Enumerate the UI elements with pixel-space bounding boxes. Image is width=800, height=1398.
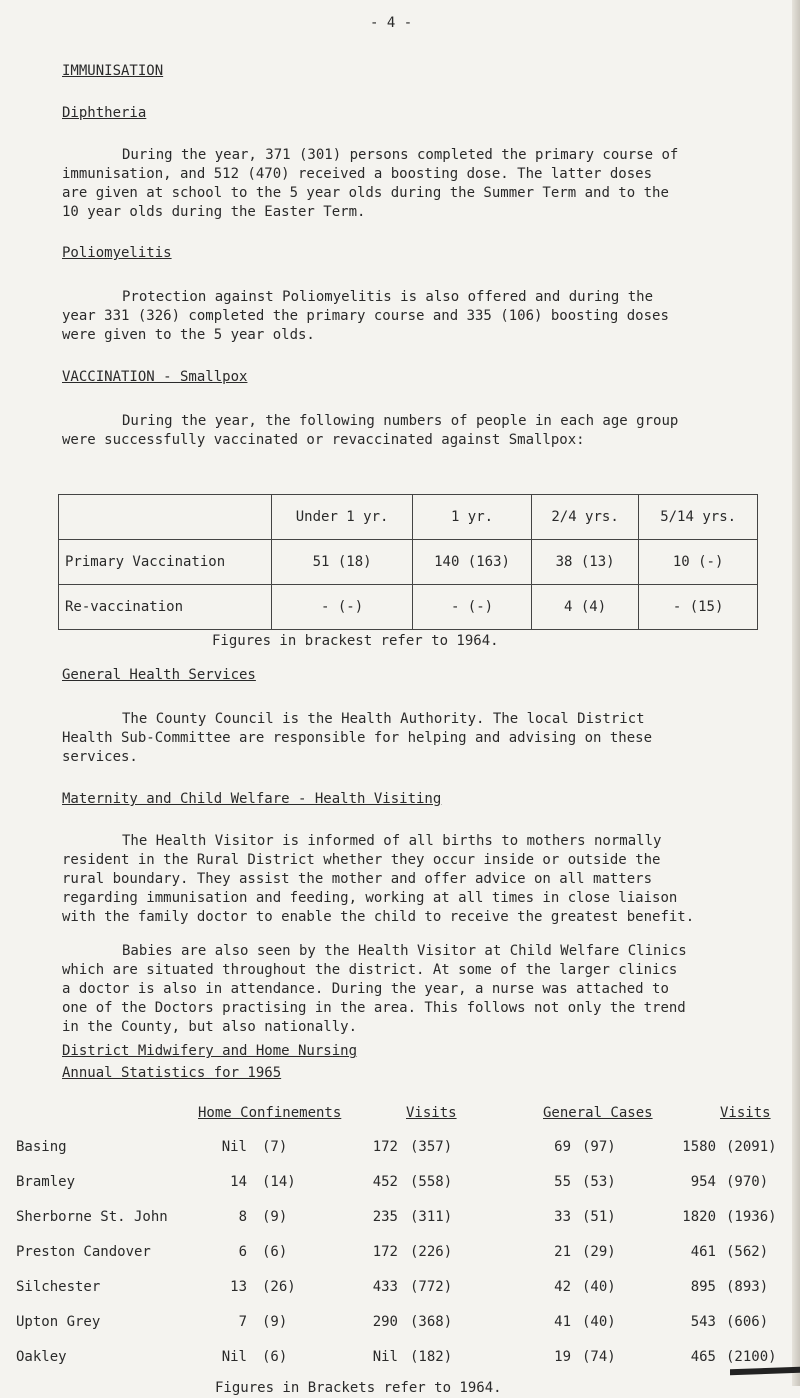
text-line: year 331 (326) completed the primary course and 335 (106) boosting doses <box>62 308 669 324</box>
table-row <box>59 585 758 630</box>
table-cell: (311) <box>410 1209 453 1225</box>
row-label: Bramley <box>16 1174 76 1190</box>
table-cell: (7) <box>262 1139 288 1155</box>
table-cell: 461 <box>690 1244 716 1260</box>
table-cell: 51 (18) <box>272 540 413 585</box>
text-line: with the family doctor to enable the child to receive the greatest benefit. <box>62 909 695 925</box>
table-cell: 10 (-) <box>639 540 758 585</box>
text-line: The County Council is the Health Authority. The local District <box>122 711 645 727</box>
text-line: During the year, 371 (301) persons completed the primary course of <box>122 147 679 163</box>
table-cell: (182) <box>410 1349 453 1365</box>
text-line: The Health Visitor is informed of all births to mothers normally <box>122 833 662 849</box>
vaccination-paragraph <box>62 412 762 450</box>
table-cell: (14) <box>262 1174 296 1190</box>
table-cell: - (-) <box>272 585 413 630</box>
table-cell: (9) <box>262 1314 288 1330</box>
table-cell: 8 <box>238 1209 247 1225</box>
polio-title: Poliomyelitis <box>62 245 172 261</box>
table-cell: (893) <box>726 1279 769 1295</box>
table-cell: 954 <box>690 1174 716 1190</box>
table-cell: (40) <box>582 1279 616 1295</box>
table-cell: 172 <box>372 1139 398 1155</box>
table-header-row <box>59 495 758 540</box>
midwifery-title: District Midwifery and Home Nursing <box>62 1043 358 1059</box>
row-label: Primary Vaccination <box>59 540 272 585</box>
section-heading-immunisation: IMMUNISATION <box>62 63 164 79</box>
table-cell: 13 <box>230 1279 247 1295</box>
table-cell: 33 <box>554 1209 571 1225</box>
scan-edge-mark <box>730 1367 800 1375</box>
table-cell: (226) <box>410 1244 453 1260</box>
vaccination-footnote: Figures in brackest refer to 1964. <box>212 633 499 649</box>
table-cell: (40) <box>582 1314 616 1330</box>
text-line: Babies are also seen by the Health Visitor at Child Welfare Clinics <box>122 943 687 959</box>
text-line: During the year, the following numbers of people in each age group <box>122 413 679 429</box>
table-cell: 172 <box>372 1244 398 1260</box>
row-label: Upton Grey <box>16 1314 101 1330</box>
text-line: were successfully vaccinated or revaccinated against Smallpox: <box>62 432 585 448</box>
table-header: Under 1 yr. <box>272 495 413 540</box>
table-cell: 19 <box>554 1349 571 1365</box>
table-header: 1 yr. <box>413 495 532 540</box>
text-line: which are situated throughout the district. At some of the larger clinics <box>62 962 678 978</box>
text-line: one of the Doctors practising in the area. This follows not only the trend <box>62 1000 686 1016</box>
table-cell: 465 <box>690 1349 716 1365</box>
text-line: services. <box>62 749 138 765</box>
table-cell: (1936) <box>726 1209 777 1225</box>
table-cell: (368) <box>410 1314 453 1330</box>
row-label: Re-vaccination <box>59 585 272 630</box>
diphtheria-paragraph <box>62 146 762 222</box>
table-cell: 452 <box>372 1174 398 1190</box>
text-line: were given to the 5 year olds. <box>62 327 315 343</box>
table-cell: (970) <box>726 1174 769 1190</box>
table-cell: (26) <box>262 1279 296 1295</box>
column-header: Visits <box>720 1105 771 1121</box>
maternity-paragraph-1 <box>62 832 762 927</box>
table-cell: 55 <box>554 1174 571 1190</box>
general-title: General Health Services <box>62 667 256 683</box>
row-label: Basing <box>16 1139 67 1155</box>
table-cell: (562) <box>726 1244 769 1260</box>
polio-paragraph <box>62 288 762 345</box>
table-cell: 543 <box>690 1314 716 1330</box>
table-cell: (29) <box>582 1244 616 1260</box>
row-label: Oakley <box>16 1349 67 1365</box>
text-line: in the County, but also nationally. <box>62 1019 358 1035</box>
table-cell: 38 (13) <box>531 540 638 585</box>
page-number: - 4 - <box>370 15 413 31</box>
table-header: 2/4 yrs. <box>531 495 638 540</box>
table-cell: (357) <box>410 1139 453 1155</box>
table-cell: 1820 <box>682 1209 716 1225</box>
midwifery-footnote: Figures in Brackets refer to 1964. <box>215 1380 502 1396</box>
table-cell: (51) <box>582 1209 616 1225</box>
maternity-title: Maternity and Child Welfare - Health Visiting <box>62 791 442 807</box>
table-cell: (2100) <box>726 1349 777 1365</box>
table-cell: 41 <box>554 1314 571 1330</box>
table-cell: 6 <box>238 1244 247 1260</box>
table-row <box>59 540 758 585</box>
table-cell: (6) <box>262 1349 288 1365</box>
table-cell: 433 <box>372 1279 398 1295</box>
diphtheria-title: Diphtheria <box>62 105 147 121</box>
table-cell: (74) <box>582 1349 616 1365</box>
table-cell: (558) <box>410 1174 453 1190</box>
table-cell: (97) <box>582 1139 616 1155</box>
row-label: Silchester <box>16 1279 101 1295</box>
text-line: rural boundary. They assist the mother and offer advice on all matters <box>62 871 653 887</box>
midwifery-subtitle: Annual Statistics for 1965 <box>62 1065 282 1081</box>
text-line: are given at school to the 5 year olds during the Summer Term and to the <box>62 185 669 201</box>
table-cell: Nil <box>372 1349 398 1365</box>
table-cell: 42 <box>554 1279 571 1295</box>
text-line: 10 year olds during the Easter Term. <box>62 204 366 220</box>
table-cell: (772) <box>410 1279 453 1295</box>
row-label: Preston Candover <box>16 1244 151 1260</box>
table-cell: (53) <box>582 1174 616 1190</box>
table-cell <box>59 495 272 540</box>
vaccination-table <box>58 494 758 630</box>
maternity-paragraph-2 <box>62 942 762 1037</box>
table-cell: 895 <box>690 1279 716 1295</box>
table-cell: Nil <box>221 1349 247 1365</box>
table-cell: 4 (4) <box>531 585 638 630</box>
table-cell: (2091) <box>726 1139 777 1155</box>
table-cell: 140 (163) <box>413 540 532 585</box>
text-line: resident in the Rural District whether they occur inside or outside the <box>62 852 661 868</box>
table-cell: 7 <box>238 1314 247 1330</box>
table-cell: 14 <box>230 1174 247 1190</box>
row-label: Sherborne St. John <box>16 1209 168 1225</box>
column-header: Visits <box>406 1105 457 1121</box>
column-header: Home Confinements <box>198 1105 342 1121</box>
text-line: Protection against Poliomyelitis is also offered and during the <box>122 289 654 305</box>
table-cell: (9) <box>262 1209 288 1225</box>
text-line: immunisation, and 512 (470) received a boosting dose. The latter doses <box>62 166 653 182</box>
table-cell: 235 <box>372 1209 398 1225</box>
table-cell: 290 <box>372 1314 398 1330</box>
table-cell: 21 <box>554 1244 571 1260</box>
table-header: 5/14 yrs. <box>639 495 758 540</box>
table-cell: - (15) <box>639 585 758 630</box>
vaccination-title: VACCINATION - Smallpox <box>62 369 248 385</box>
table-cell: - (-) <box>413 585 532 630</box>
general-paragraph <box>62 710 762 767</box>
text-line: Health Sub-Committee are responsible for helping and advising on these <box>62 730 653 746</box>
table-cell: Nil <box>221 1139 247 1155</box>
table-cell: (606) <box>726 1314 769 1330</box>
table-cell: 1580 <box>682 1139 716 1155</box>
text-line: regarding immunisation and feeding, working at all times in close liaison <box>62 890 678 906</box>
column-header: General Cases <box>543 1105 653 1121</box>
page-edge <box>792 0 800 1386</box>
table-cell: (6) <box>262 1244 288 1260</box>
table-cell: 69 <box>554 1139 571 1155</box>
text-line: a doctor is also in attendance. During the year, a nurse was attached to <box>62 981 669 997</box>
